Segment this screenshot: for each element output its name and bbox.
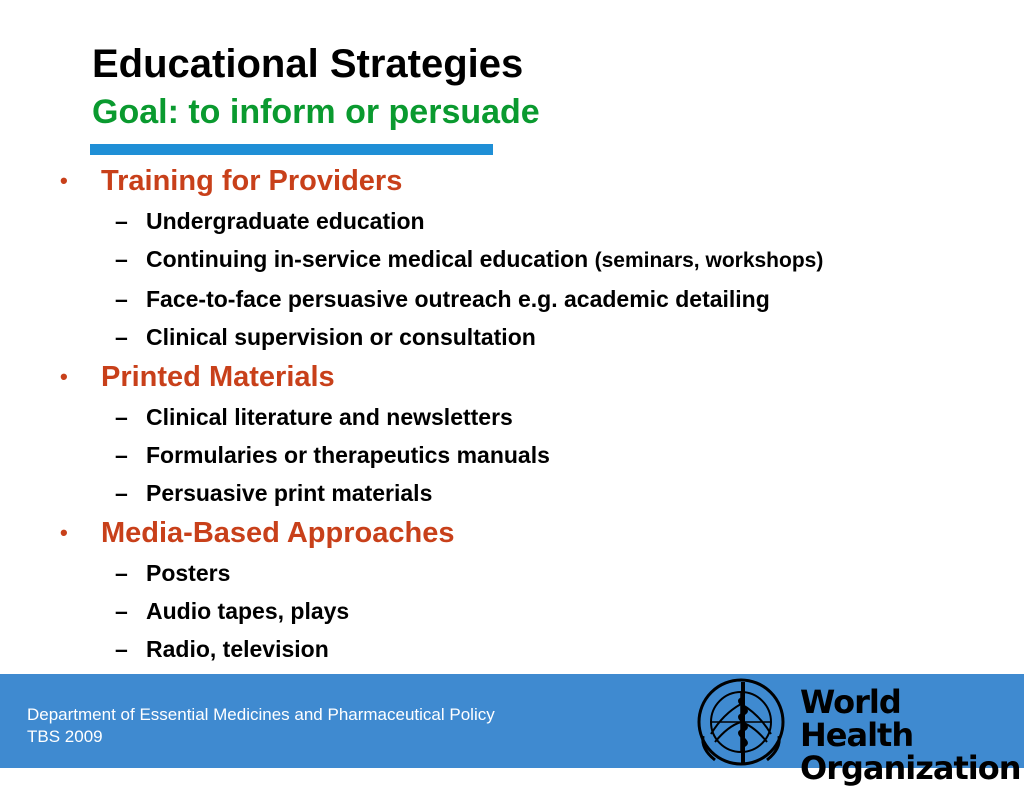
list-item-text: Clinical supervision or consultation	[146, 324, 536, 350]
list-item-text: Undergraduate education	[146, 208, 425, 234]
section-heading	[55, 160, 1015, 202]
section-heading-text: Media-Based Approaches	[101, 517, 455, 549]
list-item-text: Face-to-face persuasive outreach e.g. academic detailing	[146, 286, 770, 312]
list-item	[55, 280, 1015, 318]
section-heading-text: Printed Materials	[101, 361, 335, 393]
list-item-text: Continuing in-service medical education	[146, 246, 595, 272]
bullet-icon: •	[60, 520, 68, 545]
accent-bar	[90, 144, 493, 155]
list-item	[55, 240, 1015, 280]
list-item-text: Formularies or therapeutics manuals	[146, 442, 550, 468]
who-emblem-icon	[693, 674, 789, 768]
list-item	[55, 398, 1015, 436]
slide-subtitle: Goal: to inform or persuade	[92, 93, 540, 131]
bullet-icon: •	[60, 364, 68, 389]
who-logo-line1: World Health	[800, 683, 914, 754]
slide-title: Educational Strategies	[92, 42, 524, 86]
footer-code: TBS 2009	[27, 727, 103, 746]
dash-icon: –	[115, 598, 128, 624]
list-item	[55, 592, 1015, 630]
list-item-text: Posters	[146, 560, 231, 586]
section-heading	[55, 356, 1015, 398]
section-heading	[55, 512, 1015, 554]
list-item	[55, 630, 1015, 668]
list-item	[55, 554, 1015, 592]
dash-icon: –	[115, 246, 128, 272]
list-item	[55, 318, 1015, 356]
list-item-note: (seminars, workshops)	[594, 249, 824, 272]
dash-icon: –	[115, 442, 128, 468]
dash-icon: –	[115, 560, 128, 586]
who-logo-text	[800, 683, 1024, 787]
dash-icon: –	[115, 324, 128, 350]
section-heading-text: Training for Providers	[101, 165, 403, 197]
list-item-text: Clinical literature and newsletters	[146, 404, 513, 430]
bullet-content	[55, 160, 1015, 668]
dash-icon: –	[115, 636, 128, 662]
list-item	[55, 436, 1015, 474]
list-item	[55, 474, 1015, 512]
dash-icon: –	[115, 404, 128, 430]
dash-icon: –	[115, 480, 128, 506]
bullet-icon: •	[60, 168, 68, 193]
list-item-text: Audio tapes, plays	[146, 598, 350, 624]
who-logo-line2: Organization	[800, 749, 1021, 787]
list-item	[55, 202, 1015, 240]
list-item-text: Radio, television	[146, 636, 329, 662]
list-item-text: Persuasive print materials	[146, 480, 433, 506]
footer-department: Department of Essential Medicines and Pharmaceutical Policy	[27, 705, 495, 724]
footer-text	[27, 704, 495, 748]
dash-icon: –	[115, 208, 128, 234]
dash-icon: –	[115, 286, 128, 312]
